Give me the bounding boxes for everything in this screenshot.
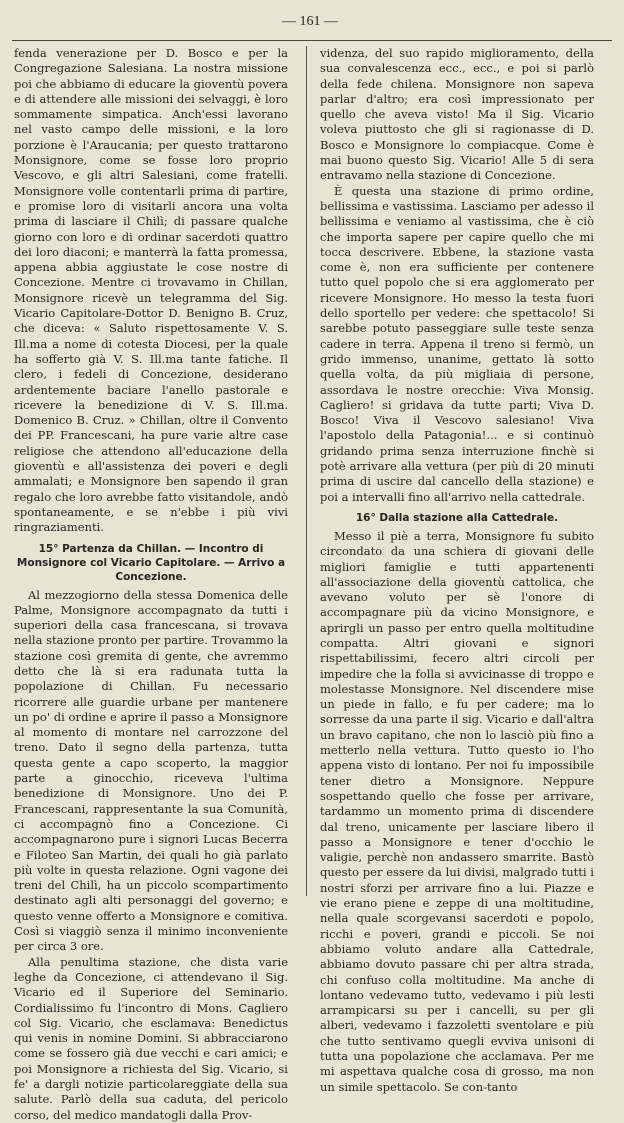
left-paragraph-1: fenda venerazione per D. Bosco e per la Congregazione Salesiana. La nostra missione poi che abbiamo di educare la gioventù povera e di attendere alle missioni dei selvaggi, è loro sommamente simpatica. Anch'essi lavorano nel vasto campo delle missioni, e la loro porzione è l'Araucania; per questo trattarono Monsignore, come se fosse loro proprio Vescovo, e gli altri Salesiani, come fratelli. Monsignore volle contentarli prima di partire, e promise loro di visitarli ancora una volta prima di lasciare il Chilì; di passare qualche giorno con loro e di ordinar sacerdoti quattro dei loro diaconi; e manterrà la fatta promessa, appena abbia aggiustate le cose nostre di Concezione. Mentre ci trovavamo in Chillan, Monsignore ricevè un telegramma del Sig. Vicario Capitolare-Dottor D. Benigno B. Cruz, che diceva: « Saluto rispettosamente V. S. Ill.ma a nome di cotesta Diocesi, per la quale ha sofferto già V. S. Ill.ma tante fatiche. Il clero, i fedeli di Concezione, desiderano ardentemente baciare l'anello pastorale e ricevere la benedizione di V. S. Ill.ma. Domenico B. Cruz. » Chillan, oltre il Convento dei PP. Francescani, ha pure varie altre case religiose che attendono all'educazione della gioventù e all'assistenza dei poveri e degli ammalati; e Monsignore ben sapendo il gran regalo che loro avrebbe fatto visitandole, andò spontaneamente, e se n'ebbe i più vivi ringraziamenti. [14, 46, 288, 535]
right-paragraph-2: È questa una stazione di primo ordine, bellissima e vastissima. Lasciamo per adesso il bellissima e veniamo al vastissima, che è ciò che importa sapere per capire quello che mi tocca descrivere. Ebbene, la stazione vasta come è, non era sufficiente per contenere tutto quel popolo che si era agglomerato per ricevere Monsignore. Ho messo la testa fuori dello sportello per vedere: che spettacolo! Si sarebbe potuto passeggiare sulle teste senza cadere in terra. Appena il treno si fermò, un grido immenso, unanime, gettato là sotto quella volta, da più migliaia di persone, assordava le nostre orecchie: Viva Monsig. Cagliero! si gridava da tutte parti; Viva D. Bosco! Viva il Vescovo salesiano! Viva l'apostolo della Patagonia!... e si continuò gridando prima senza interruzione finchè si potè arrivare alla vettura (per più di 20 minuti prima di uscire dal cancello della stazione) e poi a intervalli fino all'arrivo nella cattedrale. [320, 183, 594, 504]
section-heading-16: 16° Dalla stazione alla Cattedrale. [355, 511, 559, 524]
right-paragraph-3: Messo il piè a terra, Monsignore fu subito circondato da una schiera di giovani delle migliori famiglie e tutti appartenenti all'associazione della gioventù cattolica, che avevano voluto per sè l'onore di accompagnare più da vicino Monsignore, e aprirgli un passo per entro quella moltitudine compatta. Altri giovani e signori rispettabilissimi, fecero altri circoli per impedire che la folla si avvicinasse di troppo e molestasse Monsignore. Nel discendere mise un piede in fallo, e fu per cadere; ma lo sorresse da una parte il sig. Vicario e dall'altra un bravo capitano, che non lo lasciò più fino a metterlo nella vettura. Tutto questo io l'ho appena visto di lontano. Per noi fu impossibile tener dietro a Monsignore. Neppure sospettando quello che fosse per arrivare, tardammo un momento prima di discendere dal treno, unicamente per lasciare libero il passo a Monsignore e tener d'occhio le valigie, perchè non andassero smarrite. Bastò questo per essere da lui divisi, malgrado tutti i nostri sforzi per arrivare fino a lui. Piazze e vie erano piene e zeppe di una moltitudine, nella quale scorgevansi sacerdoti e popolo, ricchi e poveri, grandi e piccoli. Se noi abbiamo voluto andare alla Cattedrale, abbiamo dovuto passare chi per altra strada, chi confuso colla moltitudine. Ma anche di lontano vedevamo tutto, vedevamo i più lesti arrampicarsi su per i cancelli, su per gli alberi, vedevamo i fazzoletti sventolare e più che tutto sentivamo quegli evviva unisoni di tutta una popolazione che acclamava. Per me mi aspettava qualche cosa di grosso, ma non un simile spettacolo. Se con-tanto [320, 528, 594, 1094]
header-rule [12, 40, 612, 41]
left-column [14, 46, 288, 1123]
right-column [320, 46, 594, 1095]
page-number: — 161 — [282, 14, 338, 29]
left-paragraph-2: Al mezzogiorno della stessa Domenica delle Palme, Monsignore accompagnato da tutti i superiori della casa francescana, si trovava nella stazione pronto per partire. Trovammo la stazione così gremita di gente, che avremmo detto che là si era radunata tutta la popolazione di Chillan. Fu necessario ricorrere alle guardie urbane per mantenere un po' di ordine e aprire il passo a Monsignore al momento di montare nel carrozzone del treno. Dato il segno della partenza, tutta questa gente a capo scoperto, la maggior parte a ginocchio, riceveva l'ultima benedizione di Monsignore. Uno dei P. Francescani, rappresentante la sua Comunità, ci accompagnò fino a Concezione. Ci accompagnarono pure i signori Lucas Becerra e Filoteo San Martin, dei quali ho già parlato più volte in questa relazione. Ogni vagone dei treni del Chilì, ha un piccolo scompartimento destinato agli alti personaggi del governo; e questo venne offerto a Monsignore e comitiva. Così si viaggiò senza il minimo inconveniente per circa 3 ore. [14, 587, 288, 954]
column-divider [306, 46, 307, 896]
left-paragraph-3: Alla penultima stazione, che dista varie leghe da Concezione, ci attendevano il Sig. Vicario ed il Superiore del Seminario. Cordialissimo fu l'incontro di Mons. Cagliero col Sig. Vicario, che esclamava: Benedictus qui venis in nomine Domini. Si abbracciarono come se fossero già due vecchi e cari amici; e poi Monsignore a richiesta del Sig. Vicario, si fe' a dargli notizie particolareggiate della sua salute. Parlò della sua caduta, del pericolo corso, del medico mandatogli dalla Prov- [14, 954, 288, 1122]
right-paragraph-1: videnza, del suo rapido miglioramento, della sua convalescenza ecc., ecc., e poi si parlò della fede chilena. Monsignore non sapeva parlar d'altro; era così impressionato per quello che aveva visto! Ma il Sig. Vicario voleva piuttosto che gli si ragionasse di D. Bosco e Monsignore lo compiacque. Come è mai buono questo Sig. Vicario! Alle 5 di sera entravamo nella stazione di Concezione. [320, 46, 594, 183]
page-header [0, 14, 624, 38]
section-heading-15: 15° Partenza da Chillan. — Incontro di Monsignore col Vicario Capitolare. — Arrivo a Concezione. [16, 542, 286, 583]
